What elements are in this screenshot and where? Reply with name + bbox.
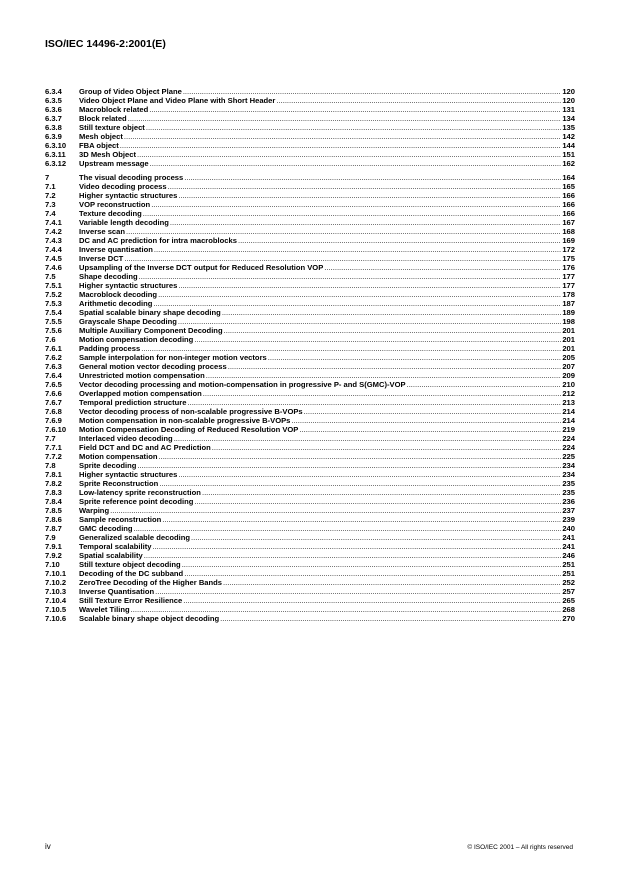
toc-entry-leader	[178, 317, 561, 326]
toc-entry-number: 7	[45, 173, 50, 182]
toc-entry-page: 241	[562, 533, 575, 542]
toc-entry-page: 236	[562, 497, 575, 506]
toc-entry-leader	[131, 605, 562, 614]
toc-entry-number: 7.6.8	[45, 407, 62, 416]
toc-entry-title: Grayscale Shape Decoding	[79, 317, 177, 326]
toc-entry-page: 198	[562, 317, 575, 326]
toc-entry-leader	[291, 416, 561, 425]
toc-entry-leader	[304, 407, 562, 416]
toc-entry-title: Sample reconstruction	[79, 515, 162, 524]
toc-entry-number: 7.8.6	[45, 515, 62, 524]
toc-entry-title: Motion compensation in non-scalable progressive B-VOPs	[79, 416, 291, 425]
toc-entry-page: 246	[562, 551, 575, 560]
toc-entry-leader	[184, 173, 561, 182]
toc-entry-leader	[191, 533, 561, 542]
toc-entry-page: 201	[562, 344, 575, 353]
toc-entry-page: 251	[562, 560, 575, 569]
toc-entry-number: 7.8.4	[45, 497, 62, 506]
toc-entry[interactable]	[45, 200, 575, 209]
toc-entry-page: 270	[562, 614, 575, 623]
footer-page-number: iv	[45, 842, 51, 851]
toc-entry-number: 7.8	[45, 461, 56, 470]
toc-entry[interactable]	[45, 209, 575, 218]
toc-entry-leader	[168, 182, 562, 191]
toc-entry-leader	[178, 191, 561, 200]
toc-entry-number: 6.3.9	[45, 132, 62, 141]
toc-entry-leader	[324, 263, 561, 272]
toc-entry-page: 201	[562, 335, 575, 344]
toc-entry-title: Mesh object	[79, 132, 123, 141]
toc-entry-number: 7.10.5	[45, 605, 67, 614]
toc-entry-leader	[124, 254, 561, 263]
toc-entry-number: 7.4.3	[45, 236, 62, 245]
toc-entry-number: 6.3.8	[45, 123, 62, 132]
toc-entry-leader	[155, 587, 561, 596]
toc-entry-title: Sample interpolation for non-integer motion vectors	[79, 353, 267, 362]
toc-entry-page: 205	[562, 353, 575, 362]
toc-entry[interactable]	[45, 263, 575, 272]
toc-entry-number: 7.4.6	[45, 263, 62, 272]
toc-entry[interactable]	[45, 443, 575, 452]
toc-entry-title: Upstream message	[79, 159, 149, 168]
toc-entry-leader	[141, 344, 561, 353]
toc-entry-number: 7.8.1	[45, 470, 62, 479]
toc-entry-leader	[194, 497, 561, 506]
toc-entry[interactable]	[45, 150, 575, 159]
toc-entry-title: Inverse DCT	[79, 254, 124, 263]
toc-entry-page: 251	[562, 569, 575, 578]
toc-entry-number: 7.4	[45, 209, 56, 218]
toc-entry-number: 7.4.5	[45, 254, 62, 263]
toc-entry-leader	[184, 569, 561, 578]
toc-entry-title: Temporal prediction structure	[79, 398, 187, 407]
toc-entry-number: 7.6.1	[45, 344, 62, 353]
toc-entry-number: 7.10	[45, 560, 60, 569]
toc-entry[interactable]	[45, 380, 575, 389]
toc-entry-page: 164	[562, 173, 575, 182]
toc-entry-number: 7.8.7	[45, 524, 62, 533]
toc-entry-leader	[137, 461, 561, 470]
toc-entry-leader	[220, 614, 561, 623]
toc-entry-number: 7.1	[45, 182, 56, 191]
toc-entry[interactable]	[45, 141, 575, 150]
toc-entry-number: 7.10.1	[45, 569, 67, 578]
toc-entry-leader	[153, 299, 561, 308]
toc-entry-page: 175	[562, 254, 575, 263]
toc-entry[interactable]	[45, 533, 575, 542]
toc-entry[interactable]	[45, 344, 575, 353]
toc-entry-page: 209	[562, 371, 575, 380]
toc-entry-page: 189	[562, 308, 575, 317]
toc-entry-leader	[183, 596, 561, 605]
toc-entry-leader	[159, 479, 561, 488]
toc-entry[interactable]	[45, 506, 575, 515]
toc-entry-title: Spatial scalability	[79, 551, 143, 560]
toc-entry-title: Group of Video Object Plane	[79, 87, 182, 96]
toc-entry-page: 134	[562, 114, 575, 123]
toc-entry-leader	[182, 560, 562, 569]
toc-entry[interactable]	[45, 434, 575, 443]
toc-entry[interactable]	[45, 398, 575, 407]
toc-entry[interactable]	[45, 470, 575, 479]
toc-entry-title: Motion Compensation Decoding of Reduced Resolution VOP	[79, 425, 299, 434]
toc-entry-page: 212	[562, 389, 575, 398]
toc-entry-page: 162	[562, 159, 575, 168]
toc-entry-leader	[299, 425, 561, 434]
toc-entry-title: Warping	[79, 506, 110, 515]
toc-entry-leader	[223, 578, 561, 587]
toc-entry-title: Temporal scalability	[79, 542, 152, 551]
toc-entry-leader	[222, 308, 562, 317]
toc-entry-title: Video decoding process	[79, 182, 167, 191]
toc-entry-leader	[149, 105, 561, 114]
toc-entry-page: 225	[562, 452, 575, 461]
toc-entry[interactable]	[45, 551, 575, 560]
toc-entry[interactable]	[45, 281, 575, 290]
toc-entry[interactable]	[45, 560, 575, 569]
toc-entry[interactable]	[45, 159, 575, 168]
toc-entry-leader	[134, 524, 562, 533]
toc-entry[interactable]	[45, 87, 575, 96]
toc-entry-number: 7.10.3	[45, 587, 67, 596]
toc-entry[interactable]	[45, 389, 575, 398]
toc-entry-page: 187	[562, 299, 575, 308]
toc-entry[interactable]	[45, 452, 575, 461]
toc-entry-title: Unrestricted motion compensation	[79, 371, 205, 380]
toc-entry-number: 7.6	[45, 335, 56, 344]
toc-entry-title: Interlaced video decoding	[79, 434, 173, 443]
toc-entry-page: 268	[562, 605, 575, 614]
toc-entry-title: Higher syntactic structures	[79, 470, 178, 479]
toc-entry-page: 168	[562, 227, 575, 236]
toc-entry-leader	[162, 515, 561, 524]
toc-entry-page: 169	[562, 236, 575, 245]
toc-entry-page: 214	[562, 407, 575, 416]
toc-entry-title: Variable length decoding	[79, 218, 169, 227]
toc-entry[interactable]	[45, 191, 575, 200]
toc-entry[interactable]	[45, 272, 575, 281]
toc-entry-title: Motion compensation decoding	[79, 335, 194, 344]
toc-entry-title: Padding process	[79, 344, 141, 353]
toc-entry-leader	[228, 362, 562, 371]
toc-entry-page: 201	[562, 326, 575, 335]
toc-entry-page: 207	[562, 362, 575, 371]
toc-entry-title: The visual decoding process	[79, 173, 184, 182]
toc-entry-title: Shape decoding	[79, 272, 138, 281]
toc-entry-number: 7.6.5	[45, 380, 62, 389]
toc-entry[interactable]	[45, 114, 575, 123]
toc-entry-leader	[202, 488, 561, 497]
toc-entry-title: Inverse quantisation	[79, 245, 153, 254]
toc-entry-number: 6.3.7	[45, 114, 62, 123]
toc-entry-number: 7.3	[45, 200, 56, 209]
toc-entry[interactable]	[45, 407, 575, 416]
toc-entry-title: ZeroTree Decoding of the Higher Bands	[79, 578, 223, 587]
toc-entry-title: Texture decoding	[79, 209, 142, 218]
toc-entry-title: Macroblock related	[79, 105, 149, 114]
toc-entry-leader	[126, 227, 561, 236]
toc-entry-number: 6.3.10	[45, 141, 67, 150]
toc-entry[interactable]	[45, 497, 575, 506]
toc-entry-page: 166	[562, 209, 575, 218]
toc-entry[interactable]	[45, 96, 575, 105]
toc-entry-page: 240	[562, 524, 575, 533]
toc-entry[interactable]	[45, 105, 575, 114]
toc-entry-number: 7.6.7	[45, 398, 62, 407]
toc-entry-number: 7.9	[45, 533, 56, 542]
toc-entry-leader	[120, 141, 562, 150]
toc-entry[interactable]	[45, 299, 575, 308]
toc-entry[interactable]	[45, 416, 575, 425]
toc-entry-leader	[137, 150, 561, 159]
toc-entry[interactable]	[45, 308, 575, 317]
toc-entry-number: 7.4.2	[45, 227, 62, 236]
toc-entry-number: 7.6.6	[45, 389, 62, 398]
toc-entry-number: 7.10.4	[45, 596, 67, 605]
toc-entry-page: 234	[562, 461, 575, 470]
toc-entry-leader	[154, 245, 561, 254]
toc-entry-page: 265	[562, 596, 575, 605]
toc-entry-leader	[174, 434, 562, 443]
toc-entry-title: DC and AC prediction for intra macroblocks	[79, 236, 237, 245]
toc-entry-page: 131	[562, 105, 575, 114]
toc-entry-number: 7.6.9	[45, 416, 62, 425]
toc-entry-leader	[268, 353, 562, 362]
toc-entry-leader	[187, 398, 561, 407]
toc-entry-leader	[152, 542, 561, 551]
toc-entry[interactable]	[45, 371, 575, 380]
toc-entry[interactable]	[45, 488, 575, 497]
toc-entry-leader	[224, 326, 562, 335]
toc-entry-title: Upsampling of the Inverse DCT output for Reduced Resolution VOP	[79, 263, 324, 272]
toc-entry[interactable]	[45, 587, 575, 596]
toc-entry-title: 3D Mesh Object	[79, 150, 136, 159]
toc-entry[interactable]	[45, 132, 575, 141]
toc-entry-page: 219	[562, 425, 575, 434]
toc-entry-leader	[124, 132, 561, 141]
toc-entry[interactable]	[45, 254, 575, 263]
toc-entry-number: 7.5.6	[45, 326, 62, 335]
toc-entry-page: 224	[562, 434, 575, 443]
toc-entry-page: 210	[562, 380, 575, 389]
toc-entry[interactable]	[45, 479, 575, 488]
toc-entry-title: Vector decoding process of non-scalable progressive B-VOPs	[79, 407, 303, 416]
toc-entry[interactable]	[45, 236, 575, 245]
toc-entry-title: Overlapped motion compensation	[79, 389, 202, 398]
toc-entry-number: 7.7.1	[45, 443, 62, 452]
toc-entry-title: Sprite reference point decoding	[79, 497, 194, 506]
toc-entry-page: 237	[562, 506, 575, 515]
toc-entry-page: 234	[562, 470, 575, 479]
toc-entry-title: Spatial scalable binary shape decoding	[79, 308, 221, 317]
toc-entry-page: 166	[562, 191, 575, 200]
toc-entry-title: Generalized scalable decoding	[79, 533, 190, 542]
toc-entry-title: GMC decoding	[79, 524, 133, 533]
toc-entry-number: 6.3.6	[45, 105, 62, 114]
toc-entry[interactable]	[45, 425, 575, 434]
toc-entry-leader	[139, 272, 562, 281]
toc-entry-title: Inverse Quantisation	[79, 587, 155, 596]
toc-entry-page: 214	[562, 416, 575, 425]
toc-entry-leader	[407, 380, 562, 389]
toc-entry[interactable]	[45, 182, 575, 191]
toc-entry-title: Wavelet Tiling	[79, 605, 130, 614]
toc-entry-page: 142	[562, 132, 575, 141]
toc-entry-title: Sprite decoding	[79, 461, 137, 470]
toc-entry-leader	[206, 371, 562, 380]
toc-entry-number: 7.8.5	[45, 506, 62, 515]
toc-entry[interactable]	[45, 542, 575, 551]
toc-entry-leader	[151, 200, 561, 209]
toc-entry-title: Multiple Auxiliary Component Decoding	[79, 326, 223, 335]
toc-entry-page: 213	[562, 398, 575, 407]
toc-entry-number: 7.5.3	[45, 299, 62, 308]
toc-entry[interactable]	[45, 524, 575, 533]
toc-entry-leader	[150, 159, 562, 168]
toc-entry[interactable]	[45, 569, 575, 578]
toc-entry-title: Vector decoding processing and motion-compensation in progressive P- and S(GMC)-VOP	[79, 380, 406, 389]
toc-entry-leader	[170, 218, 561, 227]
toc-entry-title: VOP reconstruction	[79, 200, 151, 209]
toc-entry-page: 167	[562, 218, 575, 227]
toc-entry-leader	[178, 470, 561, 479]
toc-entry-number: 6.3.5	[45, 96, 62, 105]
toc-entry-leader	[212, 443, 562, 452]
toc-entry[interactable]	[45, 218, 575, 227]
toc-entry[interactable]	[45, 173, 575, 182]
toc-entry-number: 7.7	[45, 434, 56, 443]
toc-entry-number: 7.8.3	[45, 488, 62, 497]
toc-entry-page: 241	[562, 542, 575, 551]
toc-entry-number: 7.5.4	[45, 308, 62, 317]
toc-entry-page: 177	[562, 272, 575, 281]
toc-entry-number: 7.8.2	[45, 479, 62, 488]
toc-entry-leader	[110, 506, 561, 515]
toc-entry-number: 7.6.10	[45, 425, 67, 434]
toc-entry-number: 7.5	[45, 272, 56, 281]
toc-entry-page: 120	[562, 96, 575, 105]
toc-entry-title: Inverse scan	[79, 227, 126, 236]
toc-entry-leader	[194, 335, 561, 344]
toc-entry-leader	[276, 96, 561, 105]
toc-entry[interactable]	[45, 290, 575, 299]
toc-entry-title: Still texture object decoding	[79, 560, 181, 569]
toc-entry-page: 178	[562, 290, 575, 299]
toc-entry-leader	[178, 281, 561, 290]
toc-entry-page: 257	[562, 587, 575, 596]
toc-entry-leader	[128, 114, 562, 123]
toc-entry-page: 176	[562, 263, 575, 272]
toc-entry-page: 135	[562, 123, 575, 132]
toc-entry[interactable]	[45, 614, 575, 623]
toc-entry-number: 7.4.4	[45, 245, 62, 254]
table-of-contents	[45, 87, 575, 623]
toc-entry-page: 177	[562, 281, 575, 290]
toc-entry-number: 7.5.2	[45, 290, 62, 299]
toc-entry-title: Still Texture Error Resilience	[79, 596, 183, 605]
toc-entry-page: 144	[562, 141, 575, 150]
footer-copyright: © ISO/IEC 2001 – All rights reserved	[467, 844, 573, 851]
toc-entry-title: Low-latency sprite reconstruction	[79, 488, 201, 497]
toc-entry[interactable]	[45, 123, 575, 132]
toc-entry[interactable]	[45, 605, 575, 614]
toc-entry-title: Block related	[79, 114, 127, 123]
toc-entry-page: 252	[562, 578, 575, 587]
toc-entry-title: Still texture object	[79, 123, 145, 132]
toc-entry[interactable]	[45, 461, 575, 470]
toc-entry-leader	[158, 452, 561, 461]
toc-entry[interactable]	[45, 578, 575, 587]
toc-entry-number: 7.6.2	[45, 353, 62, 362]
toc-entry-page: 239	[562, 515, 575, 524]
toc-entry[interactable]	[45, 362, 575, 371]
toc-entry[interactable]	[45, 227, 575, 236]
toc-entry-page: 166	[562, 200, 575, 209]
toc-entry[interactable]	[45, 245, 575, 254]
toc-entry-title: Decoding of the DC subband	[79, 569, 184, 578]
toc-entry-title: Macroblock decoding	[79, 290, 158, 299]
toc-entry-page: 224	[562, 443, 575, 452]
toc-entry-page: 165	[562, 182, 575, 191]
toc-entry-leader	[143, 209, 562, 218]
toc-entry-title: Scalable binary shape object decoding	[79, 614, 220, 623]
toc-entry-leader	[158, 290, 561, 299]
toc-entry-title: Video Object Plane and Video Plane with Short Header	[79, 96, 276, 105]
toc-entry-title: General motion vector decoding process	[79, 362, 227, 371]
toc-entry[interactable]	[45, 326, 575, 335]
toc-entry-page: 120	[562, 87, 575, 96]
toc-entry-number: 6.3.11	[45, 150, 66, 159]
toc-entry-number: 7.6.3	[45, 362, 62, 371]
toc-entry-leader	[238, 236, 561, 245]
toc-entry-leader	[146, 123, 562, 132]
toc-entry-page: 235	[562, 488, 575, 497]
toc-entry-page: 172	[562, 245, 575, 254]
toc-entry[interactable]	[45, 317, 575, 326]
document-header: ISO/IEC 14496-2:2001(E)	[45, 38, 166, 50]
toc-entry[interactable]	[45, 353, 575, 362]
toc-entry[interactable]	[45, 335, 575, 344]
toc-entry-number: 7.6.4	[45, 371, 62, 380]
toc-entry-number: 7.9.1	[45, 542, 62, 551]
toc-entry-page: 151	[562, 150, 575, 159]
toc-entry-title: FBA object	[79, 141, 119, 150]
toc-entry-number: 7.5.5	[45, 317, 62, 326]
toc-entry[interactable]	[45, 515, 575, 524]
toc-entry-title: Higher syntactic structures	[79, 281, 178, 290]
toc-entry-leader	[203, 389, 562, 398]
toc-entry-number: 7.4.1	[45, 218, 62, 227]
toc-entry-number: 6.3.12	[45, 159, 67, 168]
toc-entry[interactable]	[45, 596, 575, 605]
toc-entry-title: Arithmetic decoding	[79, 299, 153, 308]
toc-entry-title: Field DCT and DC and AC Prediction	[79, 443, 211, 452]
toc-entry-leader	[144, 551, 562, 560]
toc-entry-number: 7.5.1	[45, 281, 62, 290]
toc-entry-number: 7.10.2	[45, 578, 67, 587]
toc-entry-number: 7.10.6	[45, 614, 67, 623]
toc-entry-title: Motion compensation	[79, 452, 158, 461]
toc-entry-number: 7.2	[45, 191, 56, 200]
toc-entry-number: 6.3.4	[45, 87, 62, 96]
toc-entry-title: Sprite Reconstruction	[79, 479, 159, 488]
toc-entry-number: 7.7.2	[45, 452, 62, 461]
toc-entry-leader	[183, 87, 562, 96]
toc-entry-title: Higher syntactic structures	[79, 191, 178, 200]
toc-entry-page: 235	[562, 479, 575, 488]
toc-entry-number: 7.9.2	[45, 551, 62, 560]
